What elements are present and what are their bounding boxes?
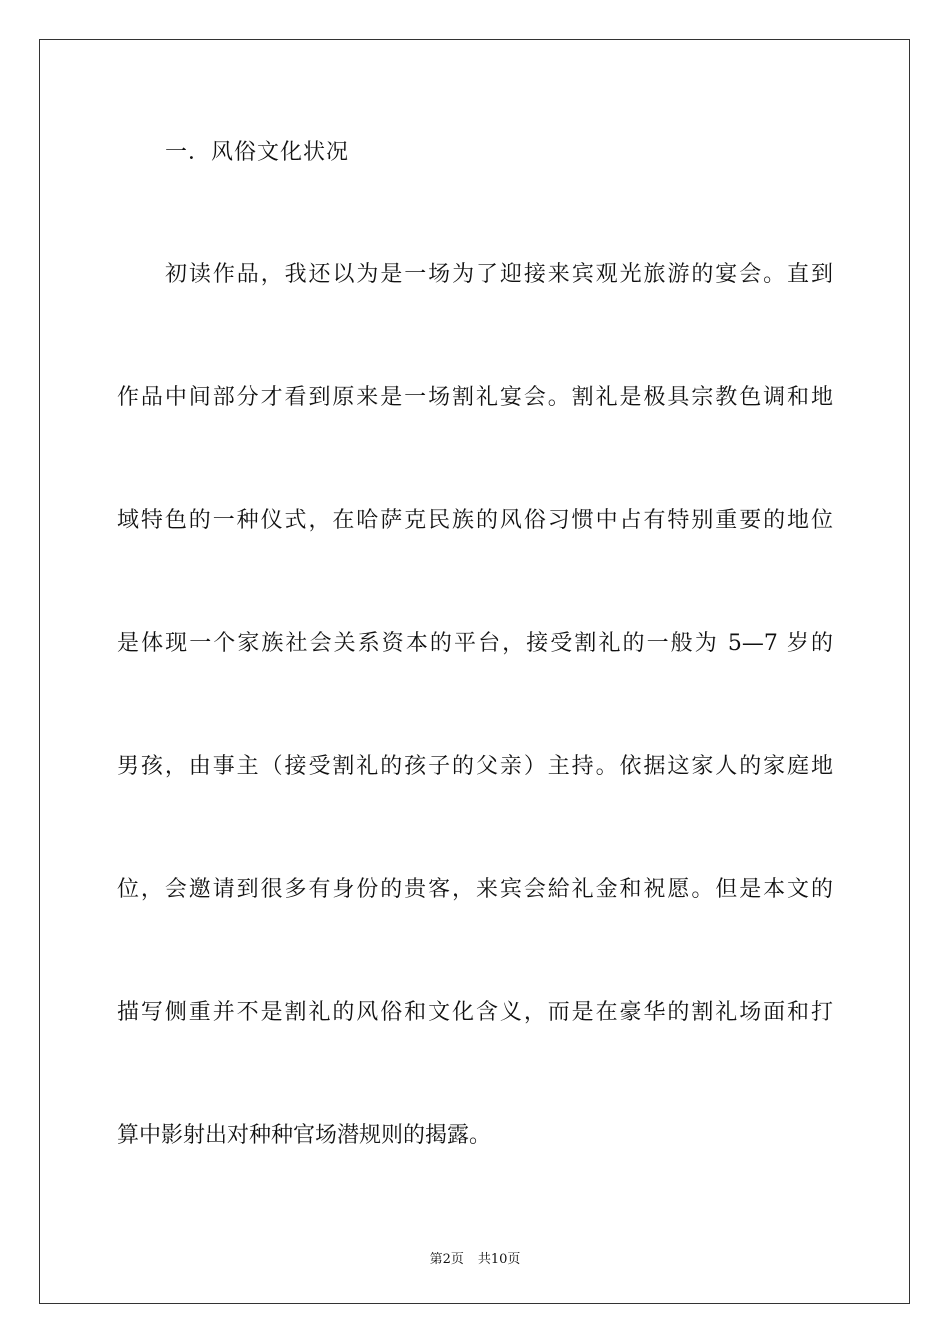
paragraph-line: 作品中间部分才看到原来是一场割礼宴会。割礼是极具宗教色调和地	[117, 385, 833, 410]
paragraph-line: 描写侧重并不是割礼的风俗和文化含义，而是在豪华的割礼场面和打	[117, 1000, 833, 1025]
paragraph-line: 位，会邀请到很多有身份的贵客，来宾会給礼金和祝愿。但是本文的	[117, 877, 833, 902]
page-border	[39, 39, 910, 1304]
paragraph-line: 是体现一个家族社会关系资本的平台，接受割礼的一般为 5—7 岁的	[117, 631, 833, 656]
section-heading: 一．风俗文化状况	[165, 140, 350, 165]
page-number: 第2页	[429, 1252, 464, 1267]
paragraph-line: 男孩，由事主（接受割礼的孩子的父亲）主持。依据这家人的家庭地	[117, 754, 833, 779]
page-total: 共10页	[477, 1252, 521, 1267]
paragraph-line: 初读作品，我还以为是一场为了迎接来宾观光旅游的宴会。直到	[165, 262, 833, 287]
paragraph-line: 算中影射出对种种官场潜规则的揭露。	[117, 1123, 492, 1148]
paragraph-line: 域特色的一种仪式，在哈萨克民族的风俗习惯中占有特别重要的地位	[117, 508, 833, 533]
page-footer	[0, 1248, 950, 1267]
